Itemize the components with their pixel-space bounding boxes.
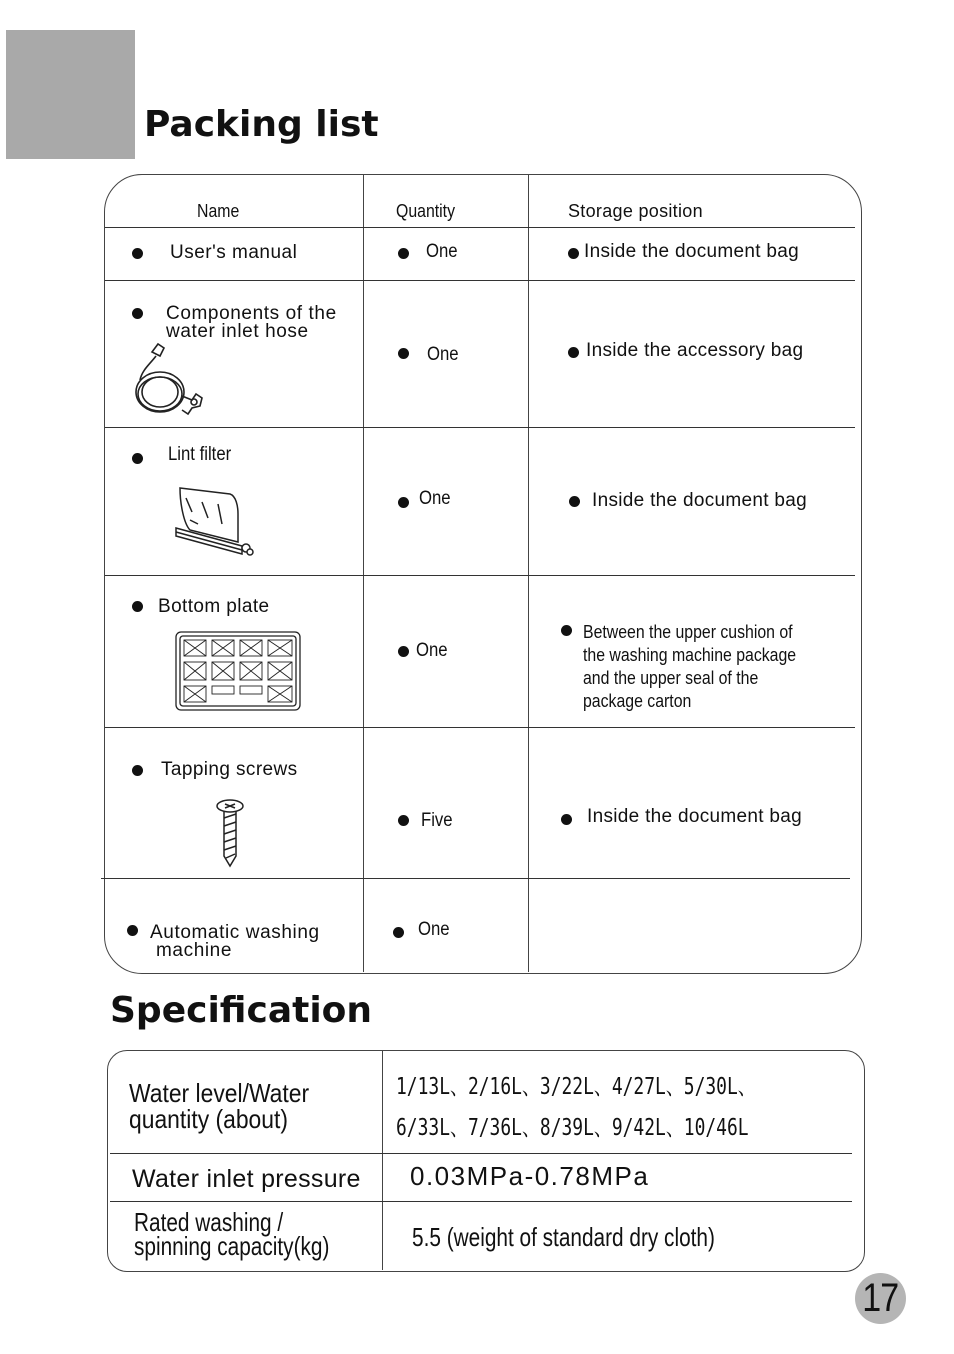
- bullet-icon: [398, 646, 409, 657]
- row-divider: [105, 227, 855, 228]
- item-name: Lint filter: [168, 444, 232, 465]
- lint-filter-icon: [172, 484, 260, 562]
- item-name: Tapping screws: [161, 759, 298, 780]
- bullet-icon: [132, 765, 143, 776]
- bullet-icon: [398, 248, 409, 259]
- row-divider: [105, 727, 855, 728]
- row-divider: [110, 1201, 852, 1202]
- item-quantity: One: [416, 640, 448, 661]
- hose-icon: [130, 340, 208, 420]
- storage-line: and the upper seal of the: [583, 668, 759, 688]
- item-storage: Inside the document bag: [584, 241, 799, 262]
- bullet-icon: [561, 625, 572, 636]
- bullet-icon: [132, 601, 143, 612]
- bottom-plate-icon: [174, 630, 302, 712]
- item-quantity: One: [427, 344, 459, 365]
- packing-list-title: Packing list: [144, 104, 379, 145]
- bullet-icon: [398, 815, 409, 826]
- row-divider: [105, 575, 855, 576]
- bullet-icon: [132, 453, 143, 464]
- item-name-line2: machine: [156, 940, 233, 961]
- item-storage: Inside the document bag: [587, 806, 802, 827]
- spec-value: 5.5 (weight of standard dry cloth): [412, 1222, 715, 1252]
- bullet-icon: [398, 348, 409, 359]
- item-quantity: One: [426, 241, 458, 262]
- column-divider: [382, 1051, 383, 1270]
- storage-line: package carton: [583, 691, 692, 711]
- bullet-icon: [393, 927, 404, 938]
- spec-label-line1: Rated washing /: [134, 1207, 284, 1237]
- header-name: Name: [197, 201, 240, 221]
- row-divider: [101, 878, 850, 879]
- row-divider: [110, 1153, 852, 1154]
- item-name: Bottom plate: [158, 596, 270, 617]
- spec-value-line1: 1/13L、2/16L、3/22L、4/27L、5/30L、: [396, 1074, 756, 1100]
- spec-label-line2: quantity (about): [129, 1104, 288, 1134]
- spec-label-line1: Water level/Water: [129, 1078, 310, 1108]
- item-quantity: Five: [421, 810, 453, 831]
- column-divider: [363, 175, 364, 972]
- item-quantity: One: [419, 488, 451, 509]
- page-number: 17: [862, 1276, 899, 1320]
- bullet-icon: [132, 308, 143, 319]
- storage-line: Between the upper cushion of: [583, 622, 793, 642]
- bullet-icon: [127, 925, 138, 936]
- item-name-line1: Automatic washing: [150, 922, 320, 943]
- bullet-icon: [398, 497, 409, 508]
- item-storage: Inside the accessory bag: [586, 340, 804, 361]
- header-quantity: Quantity: [396, 201, 456, 221]
- item-name: User's manual: [170, 242, 298, 263]
- item-name-line2: water inlet hose: [166, 321, 309, 342]
- spec-label-line2: spinning capacity(kg): [134, 1231, 330, 1261]
- bullet-icon: [561, 814, 572, 825]
- bullet-icon: [132, 248, 143, 259]
- item-quantity: One: [418, 919, 450, 940]
- screw-icon: [214, 798, 246, 868]
- bullet-icon: [568, 248, 579, 259]
- item-name-line1: Components of the: [166, 303, 337, 324]
- spec-value: 0.03MPa-0.78MPa: [410, 1161, 650, 1191]
- bullet-icon: [569, 496, 580, 507]
- storage-line: the washing machine package: [583, 645, 797, 665]
- item-storage: Inside the document bag: [592, 490, 807, 511]
- column-divider: [528, 175, 529, 972]
- header-storage-position: Storage position: [568, 201, 703, 221]
- page-number-badge: [855, 1273, 906, 1324]
- specification-title: Specification: [110, 990, 373, 1031]
- row-divider: [105, 280, 855, 281]
- spec-label: Water inlet pressure: [132, 1165, 361, 1193]
- corner-gray-block: [6, 30, 135, 159]
- bullet-icon: [568, 347, 579, 358]
- row-divider: [105, 427, 855, 428]
- spec-value-line2: 6/33L、7/36L、8/39L、9/42L、10/46L: [396, 1115, 749, 1141]
